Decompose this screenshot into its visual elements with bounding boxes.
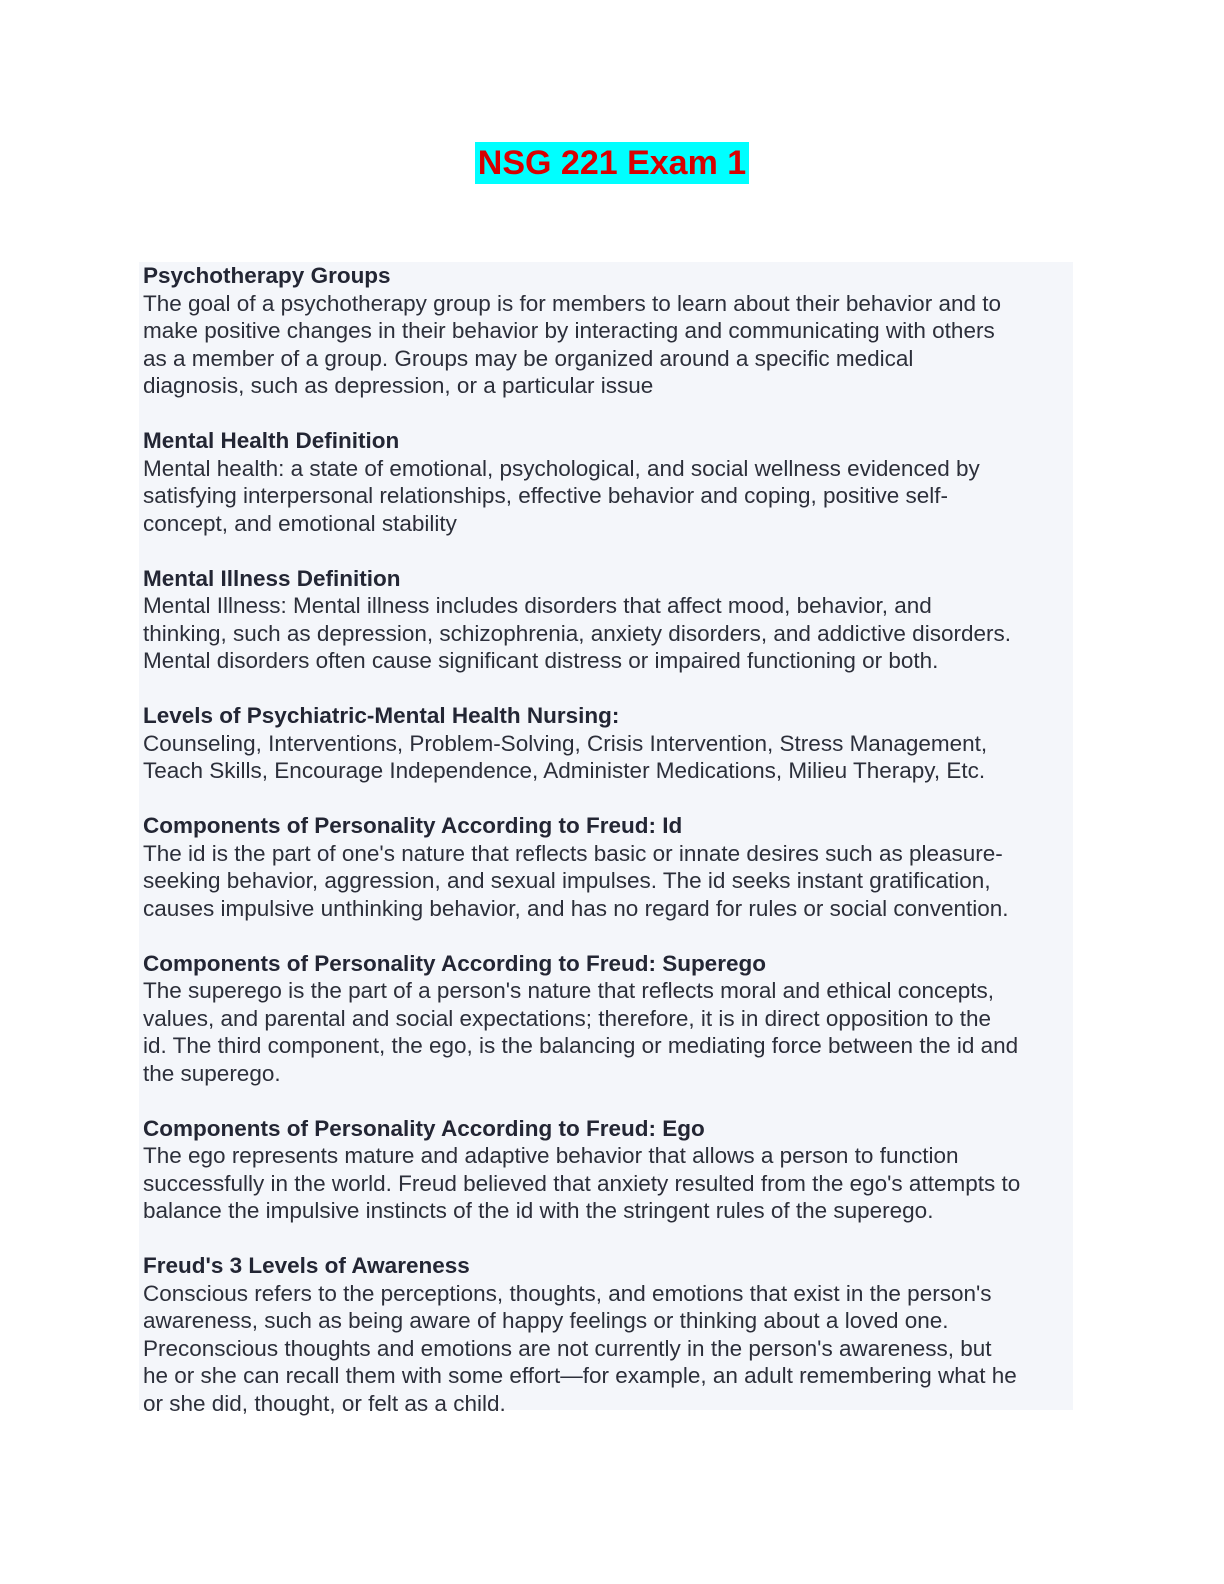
section-body-line: or she did, thought, or felt as a child. [143, 1390, 506, 1416]
section-heading: Levels of Psychiatric-Mental Health Nursing: [143, 703, 620, 728]
section-body-line: Counseling, Interventions, Problem-Solving, Crisis Intervention, Stress Management, [143, 730, 988, 756]
section-body-line: balance the impulsive instincts of the id with the stringent rules of the superego. [143, 1198, 934, 1223]
section-body-line: Mental health: a state of emotional, psychological, and social wellness evidenced by [143, 455, 980, 481]
section-body-line: causes impulsive unthinking behavior, and has no regard for rules or social convention. [143, 895, 1009, 921]
section [143, 565, 1070, 675]
section-body-line: id. The third component, the ego, is the balancing or mediating force between the id and [143, 1033, 1019, 1058]
section-body-line: he or she can recall them with some effort—for example, an adult remembering what he [143, 1363, 1017, 1388]
section-heading: Components of Personality According to Freud: Ego [143, 1115, 705, 1141]
section-body-line: The superego is the part of a person's nature that reflects moral and ethical concepts, [143, 978, 995, 1003]
section-body-line: diagnosis, such as depression, or a particular issue [143, 373, 654, 398]
section-heading: Mental Health Definition [143, 428, 400, 453]
section-body-line: the superego. [143, 1060, 281, 1086]
document-title: NSG 221 Exam 1 [475, 142, 749, 184]
section-body-line: thinking, such as depression, schizophrenia, anxiety disorders, and addictive disorders. [143, 620, 1011, 646]
section-body-line: awareness, such as being aware of happy feelings or thinking about a loved one. [143, 1308, 949, 1333]
section-body-line: seeking behavior, aggression, and sexual impulses. The id seeks instant gratification, [143, 868, 991, 893]
section-body-line: satisfying interpersonal relationships, effective behavior and coping, positive self- [143, 483, 949, 508]
title-wrapper [0, 142, 1224, 184]
content-panel [139, 262, 1073, 1416]
section-body-line: Mental Illness: Mental illness includes disorders that affect mood, behavior, and [143, 593, 932, 618]
section-body-line: values, and parental and social expectations; therefore, it is in direct opposition to the [143, 1005, 992, 1031]
section-heading: Freud's 3 Levels of Awareness [143, 1253, 470, 1278]
section-body-line: make positive changes in their behavior by interacting and communicating with others [143, 318, 995, 343]
section-body-line: Conscious refers to the perceptions, thoughts, and emotions that exist in the person's [143, 1280, 992, 1306]
section-heading: Components of Personality According to Freud: Superego [143, 950, 766, 976]
section-body-line: The id is the part of one's nature that reflects basic or innate desires such as pleasure- [143, 840, 1003, 866]
section-body-line: Preconscious thoughts and emotions are not currently in the person's awareness, but [143, 1335, 992, 1361]
section [143, 1115, 1070, 1225]
section-body-line: successfully in the world. Freud believed that anxiety resulted from the ego's attempts to [143, 1170, 1021, 1196]
section-heading: Psychotherapy Groups [143, 263, 391, 288]
section [143, 812, 1070, 922]
section-body-line: Teach Skills, Encourage Independence, Administer Medications, Milieu Therapy, Etc. [143, 758, 986, 783]
section [143, 1252, 1070, 1417]
section-heading: Components of Personality According to Freud: Id [143, 813, 683, 838]
section-body-line: concept, and emotional stability [143, 510, 457, 536]
section-body-line: as a member of a group. Groups may be organized around a specific medical [143, 345, 914, 371]
section [143, 702, 1070, 785]
section [143, 950, 1070, 1088]
section [143, 427, 1070, 537]
section-body-line: The ego represents mature and adaptive behavior that allows a person to function [143, 1143, 959, 1168]
section-heading: Mental Illness Definition [143, 565, 401, 591]
section-body-line: The goal of a psychotherapy group is for members to learn about their behavior and to [143, 290, 1001, 316]
section-body-line: Mental disorders often cause significant distress or impaired functioning or both. [143, 648, 939, 673]
section [143, 262, 1070, 400]
